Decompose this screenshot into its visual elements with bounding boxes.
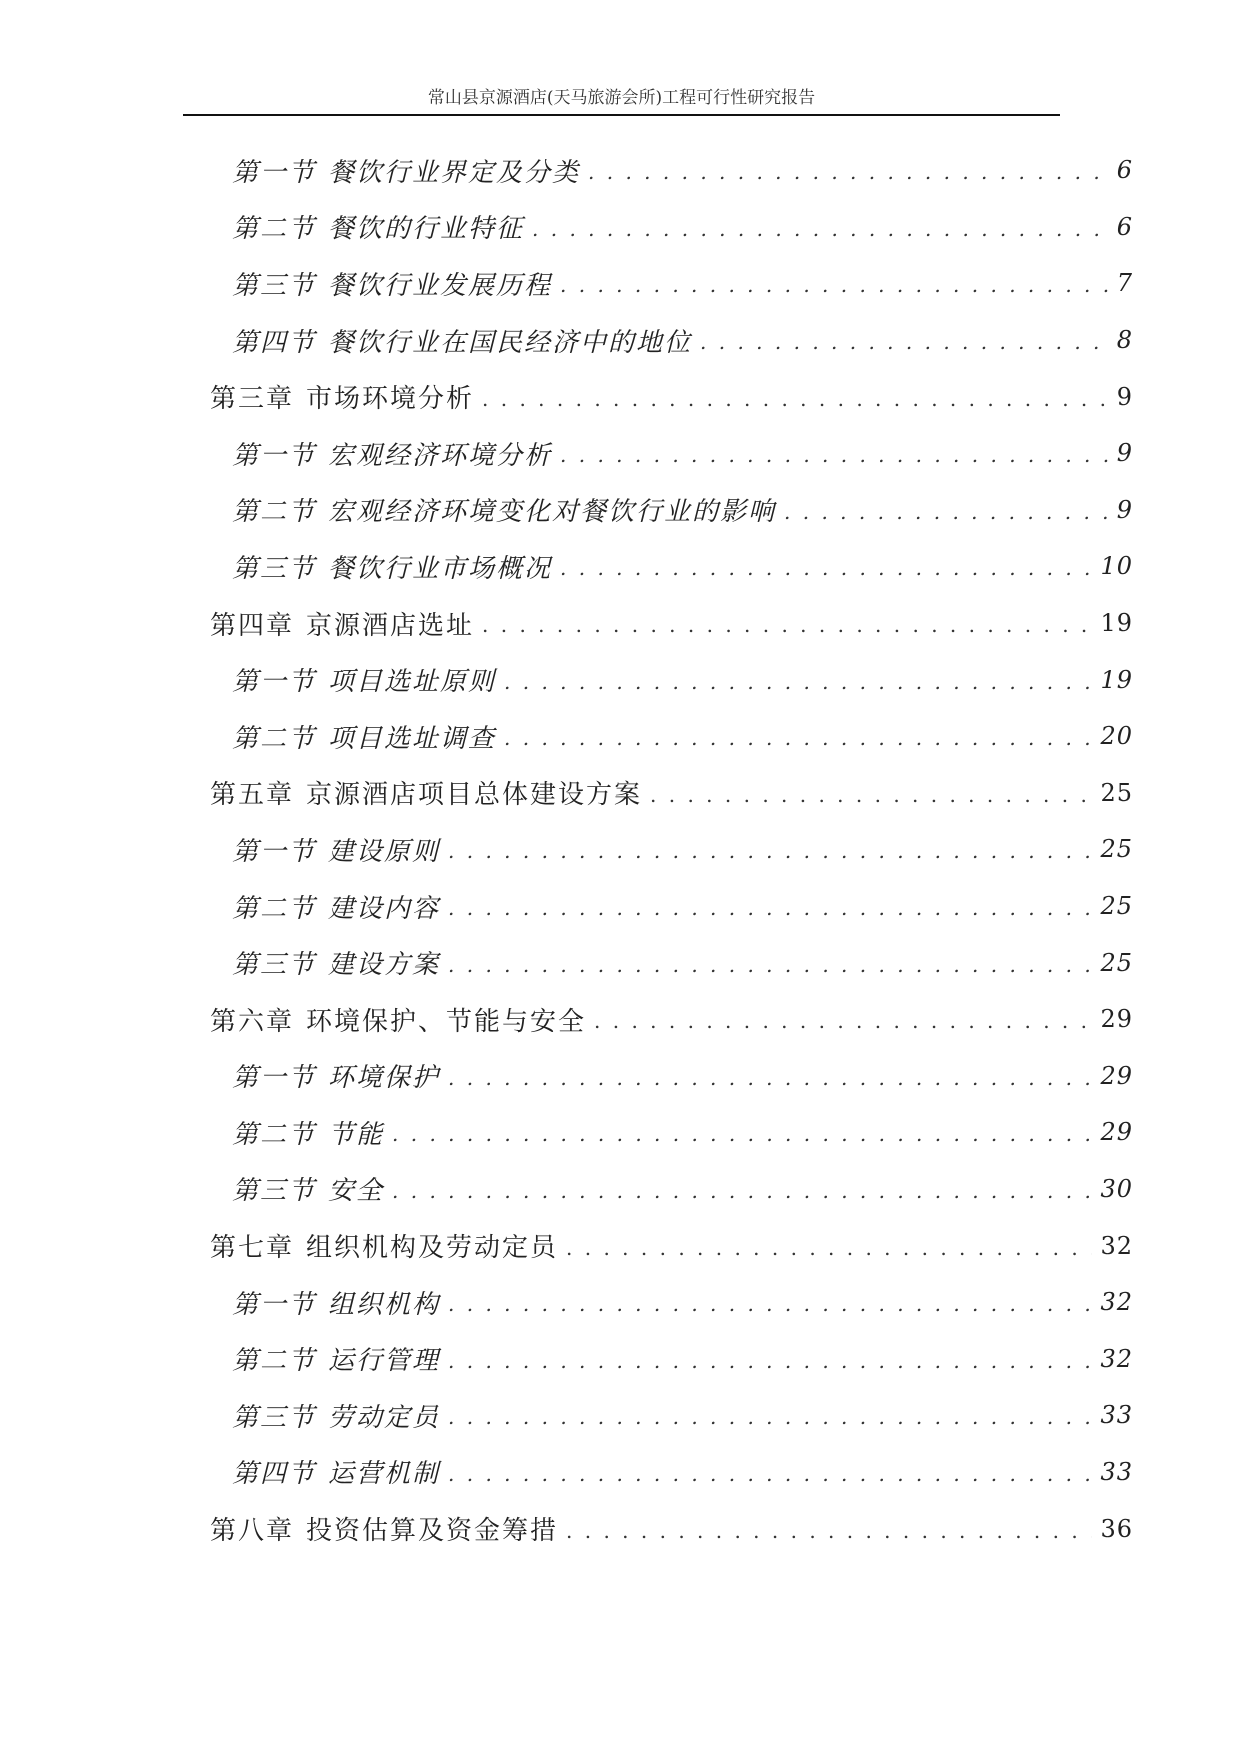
toc-page-number: 29 — [1100, 1061, 1133, 1090]
toc-dot-leader — [448, 1292, 1092, 1316]
toc-entry-number: 第二节 — [232, 497, 317, 528]
toc-entry-title: 项目选址调查 — [328, 723, 497, 754]
toc-dot-leader — [448, 839, 1092, 863]
toc-dot-leader — [482, 387, 1109, 411]
toc-entry-label — [210, 378, 474, 415]
toc-section-entry[interactable] — [0, 934, 1143, 991]
toc-entry-label — [210, 1001, 586, 1038]
toc-entry-title: 劳动定员 — [328, 1402, 441, 1433]
toc-chapter-entry[interactable] — [0, 765, 1143, 822]
toc-section-entry[interactable] — [0, 821, 1143, 878]
toc-dot-leader — [594, 1009, 1092, 1033]
toc-page-number: 29 — [1100, 1118, 1133, 1147]
toc-page-number: 19 — [1100, 609, 1133, 638]
toc-dot-leader — [504, 726, 1092, 750]
toc-entry-title: 市场环境分析 — [306, 384, 475, 415]
toc-entry-label — [232, 435, 552, 472]
toc-page-number: 20 — [1100, 722, 1133, 751]
toc-entry-number: 第三节 — [232, 1176, 317, 1207]
toc-entry-label — [210, 1510, 558, 1547]
toc-section-entry[interactable] — [0, 199, 1143, 256]
toc-page-number: 32 — [1100, 1288, 1133, 1317]
toc-page-number: 30 — [1100, 1174, 1133, 1203]
toc-entry-title: 运营机制 — [328, 1459, 441, 1490]
toc-entry-label — [232, 548, 552, 585]
toc-page-number: 9 — [1116, 495, 1133, 524]
toc-entry-label — [210, 1227, 558, 1264]
toc-dot-leader — [566, 1519, 1092, 1543]
toc-page-number: 9 — [1116, 382, 1133, 411]
toc-section-entry[interactable] — [0, 538, 1143, 595]
toc-dot-leader — [448, 953, 1092, 977]
toc-dot-leader — [784, 500, 1109, 524]
toc-page-number: 32 — [1100, 1231, 1133, 1260]
toc-entry-number: 第一节 — [232, 440, 317, 471]
toc-section-entry[interactable] — [0, 1161, 1143, 1218]
toc-entry-title: 餐饮的行业特征 — [328, 214, 525, 245]
toc-page-number: 9 — [1116, 439, 1133, 468]
toc-entry-number: 第七章 — [210, 1233, 295, 1264]
toc-entry-title: 京源酒店选址 — [306, 610, 475, 641]
toc-dot-leader — [392, 1122, 1092, 1146]
toc-entry-label — [232, 322, 692, 359]
toc-section-entry[interactable] — [0, 1104, 1143, 1161]
toc-entry-title: 环境保护 — [328, 1063, 441, 1094]
toc-chapter-entry[interactable] — [0, 1500, 1143, 1557]
toc-page-number: 25 — [1100, 835, 1133, 864]
toc-dot-leader — [504, 670, 1092, 694]
toc-section-entry[interactable] — [0, 1387, 1143, 1444]
toc-page-number: 6 — [1116, 212, 1133, 241]
toc-section-entry[interactable] — [0, 312, 1143, 369]
toc-entry-title: 宏观经济环境变化对餐饮行业的影响 — [328, 497, 777, 528]
toc-dot-leader — [482, 613, 1092, 637]
toc-section-entry[interactable] — [0, 878, 1143, 935]
toc-entry-number: 第四节 — [232, 327, 317, 358]
toc-dot-leader — [566, 1236, 1092, 1260]
toc-entry-number: 第五章 — [210, 780, 295, 811]
toc-entry-label — [210, 605, 474, 642]
toc-section-entry[interactable] — [0, 708, 1143, 765]
toc-page-number: 25 — [1100, 778, 1133, 807]
toc-entry-number: 第一节 — [232, 1289, 317, 1320]
toc-chapter-entry[interactable] — [0, 1217, 1143, 1274]
toc-entry-title: 餐饮行业发展历程 — [328, 270, 553, 301]
toc-entry-number: 第四章 — [210, 610, 295, 641]
toc-dot-leader — [650, 783, 1092, 807]
toc-entry-number: 第二节 — [232, 893, 317, 924]
toc-page-number: 7 — [1116, 269, 1133, 298]
toc-entry-number: 第二节 — [232, 1119, 317, 1150]
toc-entry-number: 第三节 — [232, 1402, 317, 1433]
toc-dot-leader — [448, 896, 1092, 920]
toc-entry-label — [232, 1284, 440, 1321]
toc-page-number: 29 — [1100, 1005, 1133, 1034]
toc-dot-leader — [560, 443, 1109, 467]
toc-entry-title: 组织机构及劳动定员 — [306, 1233, 559, 1264]
toc-entry-number: 第三节 — [232, 950, 317, 981]
toc-entry-number: 第三节 — [232, 270, 317, 301]
toc-page-number: 33 — [1100, 1401, 1133, 1430]
toc-entry-title: 餐饮行业市场概况 — [328, 553, 553, 584]
toc-dot-leader — [448, 1349, 1092, 1373]
toc-entry-number: 第六章 — [210, 1006, 295, 1037]
table-of-contents — [0, 142, 1241, 1557]
toc-entry-number: 第三章 — [210, 384, 295, 415]
toc-entry-label — [232, 1170, 384, 1207]
toc-dot-leader — [588, 160, 1109, 184]
toc-entry-label — [232, 888, 440, 925]
toc-section-entry[interactable] — [0, 1048, 1143, 1105]
toc-entry-title: 投资估算及资金筹措 — [306, 1516, 559, 1547]
toc-entry-number: 第一节 — [232, 157, 317, 188]
toc-entry-number: 第一节 — [232, 1063, 317, 1094]
toc-entry-number: 第一节 — [232, 667, 317, 698]
toc-page-number: 32 — [1100, 1344, 1133, 1373]
toc-entry-number: 第二节 — [232, 214, 317, 245]
toc-entry-label — [232, 1340, 440, 1377]
toc-section-entry[interactable] — [0, 142, 1143, 199]
toc-entry-label — [232, 152, 580, 189]
toc-dot-leader — [392, 1179, 1092, 1203]
toc-entry-title: 运行管理 — [328, 1346, 441, 1377]
toc-entry-title: 节能 — [328, 1119, 385, 1150]
toc-entry-label — [232, 831, 440, 868]
toc-entry-label — [232, 944, 440, 981]
toc-dot-leader — [532, 217, 1109, 241]
toc-section-entry[interactable] — [0, 1330, 1143, 1387]
toc-entry-title: 餐饮行业在国民经济中的地位 — [328, 327, 693, 358]
toc-entry-label — [232, 208, 524, 245]
toc-entry-number: 第二节 — [232, 1346, 317, 1377]
toc-dot-leader — [700, 330, 1109, 354]
toc-section-entry[interactable] — [0, 1274, 1143, 1331]
toc-entry-title: 建设内容 — [328, 893, 441, 924]
toc-entry-title: 宏观经济环境分析 — [328, 440, 553, 471]
toc-entry-number: 第二节 — [232, 723, 317, 754]
toc-entry-title: 建设方案 — [328, 950, 441, 981]
toc-entry-title: 环境保护、节能与安全 — [306, 1006, 587, 1037]
toc-page-number: 10 — [1100, 552, 1133, 581]
toc-dot-leader — [448, 1066, 1092, 1090]
toc-chapter-entry[interactable] — [0, 595, 1143, 652]
toc-section-entry[interactable] — [0, 425, 1143, 482]
toc-page-number: 36 — [1100, 1514, 1133, 1543]
toc-page-number: 8 — [1116, 326, 1133, 355]
toc-entry-label — [232, 661, 496, 698]
toc-chapter-entry[interactable] — [0, 991, 1143, 1048]
toc-entry-label — [232, 1114, 384, 1151]
toc-section-entry[interactable] — [0, 1444, 1143, 1501]
toc-entry-number: 第一节 — [232, 836, 317, 867]
toc-entry-title: 项目选址原则 — [328, 667, 497, 698]
page-header: 常山县京源酒店(天马旅游会所)工程可行性研究报告 — [427, 88, 816, 108]
toc-section-entry[interactable] — [0, 482, 1143, 539]
toc-page-number: 6 — [1116, 156, 1133, 185]
toc-entry-title: 安全 — [328, 1176, 385, 1207]
toc-entry-title: 建设原则 — [328, 836, 441, 867]
toc-page-number: 19 — [1100, 665, 1133, 694]
toc-entry-label — [232, 1057, 440, 1094]
toc-entry-label — [232, 718, 496, 755]
toc-entry-number: 第三节 — [232, 553, 317, 584]
toc-section-entry[interactable] — [0, 651, 1143, 708]
toc-entry-title: 组织机构 — [328, 1289, 441, 1320]
toc-entry-label — [210, 774, 642, 811]
toc-section-entry[interactable] — [0, 255, 1143, 312]
toc-entry-title: 餐饮行业界定及分类 — [328, 157, 581, 188]
toc-entry-label — [232, 265, 552, 302]
toc-entry-number: 第八章 — [210, 1516, 295, 1547]
toc-chapter-entry[interactable] — [0, 368, 1143, 425]
header-rule — [183, 114, 1060, 116]
toc-dot-leader — [560, 556, 1092, 580]
toc-dot-leader — [448, 1405, 1092, 1429]
toc-entry-title: 京源酒店项目总体建设方案 — [306, 780, 643, 811]
toc-dot-leader — [560, 273, 1109, 297]
toc-page-number: 25 — [1100, 892, 1133, 921]
toc-dot-leader — [448, 1462, 1092, 1486]
toc-entry-label — [232, 491, 776, 528]
toc-entry-label — [232, 1453, 440, 1490]
toc-page-number: 25 — [1100, 948, 1133, 977]
toc-entry-label — [232, 1397, 440, 1434]
toc-page-number: 33 — [1100, 1457, 1133, 1486]
toc-entry-number: 第四节 — [232, 1459, 317, 1490]
